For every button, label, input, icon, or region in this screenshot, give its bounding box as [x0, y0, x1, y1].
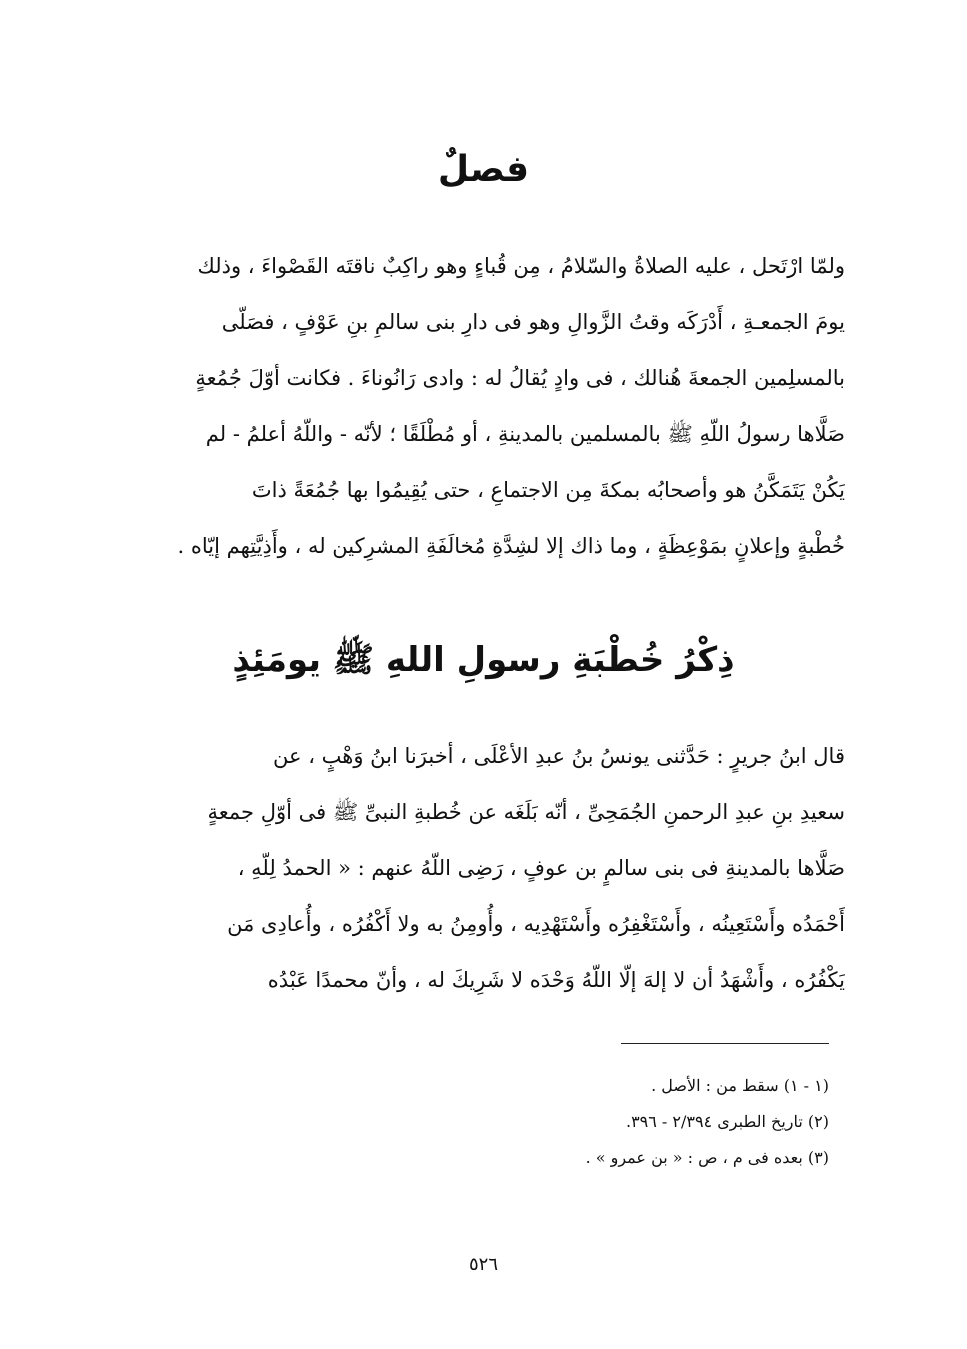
paragraph-migration	[122, 238, 845, 574]
footnote: (٣) بعده فى م ، ص : « بن عمرو » .	[585, 1148, 829, 1167]
page-number: ٥٢٦	[468, 1254, 498, 1275]
khutba-heading: ذِكْرُ خُطْبَةِ رسولِ اللهِ ﷺ يومَئِذٍ	[232, 640, 735, 680]
section-heading: فصلٌ	[437, 149, 530, 190]
text-line: يَكُنْ يَتَمَكَّنُ هو وأصحابُه بمكةَ مِن الاجتماعِ ، حتى يُقِيمُوا بها جُمُعَةً ذاتَ	[251, 478, 845, 502]
footnote-divider	[621, 1043, 829, 1044]
text-line: خُطْبةٍ وإعلانٍ بمَوْعِظَةٍ ، وما ذاك إلا لشِدَّةِ مُخالَفَةِ المشرِكين له ، وأَذِيَّتِهم إيّاه .	[177, 534, 845, 558]
text-line: أَحْمَدُه وأَسْتَعِينُه ، وأَسْتَغْفِرُه وأَسْتَهْدِيه ، وأُومِنُ به ولا أَكْفُرُه ، وأُعادِى مَن	[227, 912, 845, 936]
text-line: قال ابنُ جريرٍ : حَدَّثنى يونسُ بنُ عبدِ الأعْلَى ، أخبرَنا ابنُ وَهْبٍ ، عن	[273, 744, 845, 768]
text-line: صَلَّاها رسولُ اللّهِ ﷺ بالمسلمين بالمدينةِ ، أو مُطْلَقًا ؛ لأنّه - واللّهُ أعلمُ - لم	[205, 422, 845, 446]
footnote: (٢) تاريخ الطبرى ٢/٣٩٤ - ٣٩٦.	[625, 1112, 829, 1131]
text-line: ولمّا ارْتَحل ، عليه الصلاةُ والسّلامُ ، مِن قُباءٍ وهو راكِبٌ ناقتَه القَصْواءَ ، وذلك	[197, 254, 845, 278]
paragraph-khutba	[122, 728, 845, 1008]
text-line: يومَ الجمعـةِ ، أَدْرَكَه وقتُ الزَّوالِ وهو فى دارِ بنى سالمِ بنِ عَوْفٍ ، فصَلّى	[221, 310, 845, 334]
text-line: سعيدِ بنِ عبدِ الرحمنِ الجُمَحِىِّ ، أنّه بَلَغَه عن خُطبةِ النبىِّ ﷺ فى أوّلِ جمعةٍ	[207, 800, 845, 824]
text-line: يَكْفُرُه ، وأَشْهَدُ أن لا إلهَ إلّا اللّهُ وَحْدَه لا شَرِيكَ له ، وأنّ محمدًا عَبْدُه	[267, 968, 845, 992]
text-line: صَلَّاها بالمدينةِ فى بنى سالمٍ بن عوفٍ ، رَضِى اللّهُ عنهم : « الحمدُ لِلّهِ ،	[237, 856, 845, 880]
footnotes	[122, 1068, 829, 1176]
text-line: بالمسلِمين الجمعةَ هُنالك ، فى وادٍ يُقالُ له : وادى رَانُوناءَ . فكانت أوّلَ جُمُعةٍ	[195, 366, 845, 390]
footnote: (١ - ١) سقط من : الأصل .	[651, 1076, 829, 1095]
